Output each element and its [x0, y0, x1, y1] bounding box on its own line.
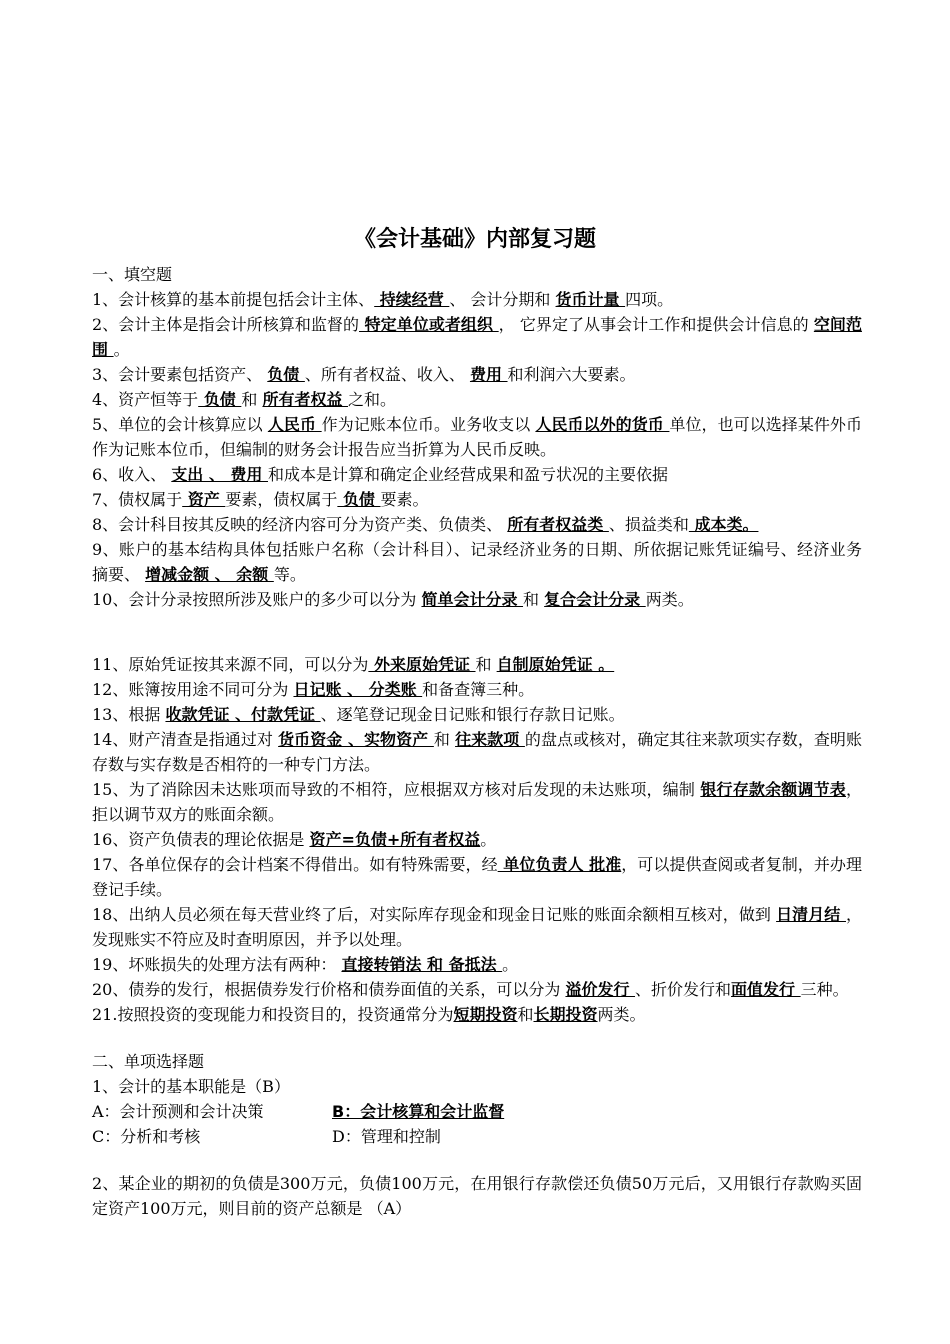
- choice-options-row: [92, 1124, 862, 1149]
- answer: 复合会计分录: [544, 590, 646, 609]
- answer: 简单会计分录: [421, 590, 524, 609]
- question-13: 13、根据 收款凭证 、付款凭证 、逐笔登记现金日记账和银行存款日记账。: [92, 705, 625, 724]
- question-20: 20、债券的发行，根据债券发行价格和债券面值的关系，可以分为 溢价发行 、折价发行和面值发行 三种。: [92, 980, 849, 999]
- choice-question-1: 1、会计的基本职能是（B）: [92, 1077, 290, 1096]
- question-18: 18、出纳人员必须在每天营业终了后，对实际库存现金和现金日记账的账面余额相互核对，做到 日清月结 ，发现账实不符应及时查明原因，并予以处理。: [92, 905, 862, 949]
- question-5: 5、单位的会计核算应以 人民币 作为记账本位币。业务收支以 人民币以外的货币 单位，也可以选择某件外币作为记账本位币，但编制的财务会计报告应当折算为人民币反映。: [92, 415, 862, 459]
- answer: 所有者权益类: [507, 515, 609, 534]
- answer: 日清月结: [776, 905, 846, 924]
- answer: 面值发行: [731, 980, 801, 999]
- question-1: 1、会计核算的基本前提包括会计主体、 持续经营 、 会计分期和 货币计量 四项。: [92, 290, 674, 309]
- answer: 持续经营: [374, 290, 450, 309]
- option-b-correct: B：会计核算和会计监督: [332, 1102, 505, 1121]
- answer: 单位负责人 批准: [497, 855, 622, 874]
- question-10: 10、会计分录按照所涉及账户的多少可以分为 简单会计分录 和 复合会计分录 两类。: [92, 590, 694, 609]
- answer: 负债: [267, 365, 305, 384]
- answer: 日记账 、 分类账: [293, 680, 423, 699]
- question-9: 9、账户的基本结构具体包括账户名称（会计科目）、记录经济业务的日期、所依据记账凭证编号、经济业务摘要、 增减金额 、 余额 等。: [92, 540, 862, 584]
- question-6: 6、收入、 支出 、 费用 和成本是计算和确定企业经营成果和盈亏状况的主要依据: [92, 465, 669, 484]
- question-3: 3、会计要素包括资产、 负债 、所有者权益、收入、 费用 和利润六大要素。: [92, 365, 636, 384]
- answer: 人民币以外的货币: [535, 415, 670, 434]
- answer: 负债: [198, 390, 242, 409]
- answer: 溢价发行: [565, 980, 636, 999]
- answer: 资产: [182, 490, 226, 509]
- answer: 直接转销法 和 备抵法: [341, 955, 503, 974]
- answer: 所有者权益: [262, 390, 349, 409]
- option-c: C：分析和考核: [92, 1127, 201, 1146]
- question-7: 7、债权属于 资产 要素，债权属于 负债 要素。: [92, 490, 429, 509]
- answer: 人民币: [267, 415, 322, 434]
- section-heading: 二、单项选择题: [92, 1052, 205, 1071]
- answer: 支出 、 费用: [171, 465, 268, 484]
- question-2: 2、会计主体是指会计所核算和监督的 特定单位或者组织 ， 它界定了从事会计工作和提供会计信息的 空间范围 。: [92, 315, 862, 359]
- answer: 资产=负债+所有者权益: [309, 830, 481, 849]
- choice-options-row: [92, 1099, 862, 1124]
- question-12: 12、账簿按用途不同可分为 日记账 、 分类账 和备查簿三种。: [92, 680, 535, 699]
- question-8: 8、会计科目按其反映的经济内容可分为资产类、负债类、 所有者权益类 、损益类和 成本类。: [92, 515, 759, 534]
- answer: 收款凭证 、付款凭证: [165, 705, 321, 724]
- answer: 空间范围: [92, 315, 862, 359]
- question-19: 19、坏账损失的处理方法有两种： 直接转销法 和 备抵法 。: [92, 955, 519, 974]
- option-a: A：会计预测和会计决策: [92, 1102, 264, 1121]
- answer: 银行存款余额调节表: [700, 780, 846, 799]
- question-21: 21.按照投资的变现能力和投资目的，投资通常分为短期投资和长期投资两类。: [92, 1005, 646, 1024]
- answer: 成本类。: [688, 515, 759, 534]
- answer: 长期投资: [533, 1005, 598, 1024]
- answer: 特定单位或者组织: [359, 315, 499, 334]
- spacer: [92, 1149, 862, 1171]
- answer: 负债: [337, 490, 381, 509]
- question-4: 4、资产恒等于 负债 和 所有者权益 之和。: [92, 390, 397, 409]
- question-17: 17、各单位保存的会计档案不得借出。如有特殊需要，经 单位负责人 批准，可以提供查阅或者复制，并办理登记手续。: [92, 855, 862, 899]
- spacer: [92, 1027, 862, 1049]
- spacer: [92, 612, 862, 652]
- answer: 货币资金 、实物资产: [278, 730, 434, 749]
- answer: 往来款项: [455, 730, 525, 749]
- question-16: 16、资产负债表的理论依据是 资产=负债+所有者权益。: [92, 830, 497, 849]
- document-body: [92, 262, 862, 1221]
- choice-question-2: 2、某企业的期初的负债是300万元，负债100万元，在用银行存款偿还负债50万元后，又用银行存款购买固定资产100万元，则目前的资产总额是 （A）: [92, 1174, 862, 1218]
- page-title: 《会计基础》内部复习题: [353, 227, 596, 252]
- answer: 货币计量: [555, 290, 626, 309]
- question-14: 14、财产清查是指通过对 货币资金 、实物资产 和 往来款项 的盘点或核对，确定其往来款项实存数，查明账存数与实存数是否相符的一种专门方法。: [92, 730, 862, 774]
- answer: 增减金额 、 余额: [145, 565, 274, 584]
- answer: 短期投资: [453, 1005, 518, 1024]
- question-11: 11、原始凭证按其来源不同，可以分为 外来原始凭证 和 自制原始凭证 。: [92, 655, 615, 674]
- section-heading: 一、填空题: [92, 265, 173, 284]
- answer: 自制原始凭证 。: [496, 655, 615, 674]
- option-d: D：管理和控制: [332, 1127, 441, 1146]
- question-15: 15、为了消除因未达账项而导致的不相符，应根据双方核对后发现的未达账项，编制 银行存款余额调节表，拒以调节双方的账面余额。: [92, 780, 862, 824]
- answer: 费用: [469, 365, 508, 384]
- answer: 外来原始凭证: [368, 655, 476, 674]
